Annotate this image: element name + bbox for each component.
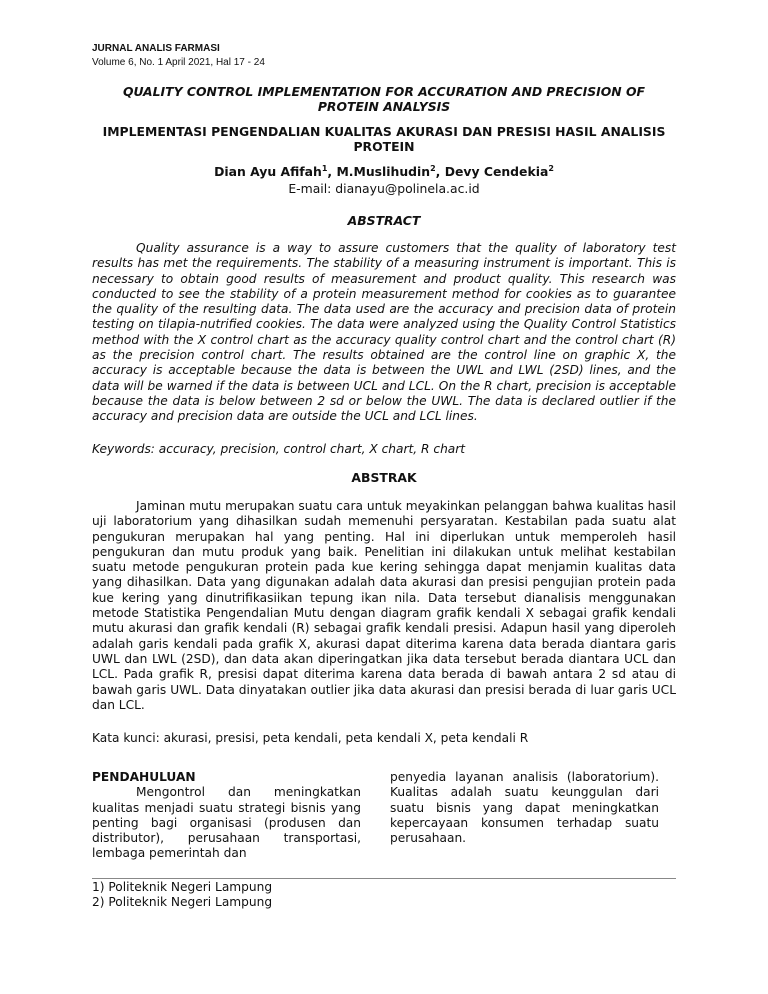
intro-paragraph-left: Mengontrol dan meningkatkan kualitas menjadi suatu strategi bisnis yang penting bagi organisasi (produsen dan distributor), perusahaan transportasi, lembaga pemerintah dan (92, 785, 361, 861)
keywords-english: Keywords: accuracy, precision, control chart, X chart, R chart (92, 442, 466, 456)
author-name: Devy Cendekia (444, 164, 549, 179)
footnotes (92, 880, 272, 911)
author-separator: , (327, 164, 337, 179)
title-english: QUALITY CONTROL IMPLEMENTATION FOR ACCURATION AND PRECISION OF PROTEIN ANALYSIS (123, 84, 645, 114)
footnote-divider (92, 878, 676, 879)
journal-header (92, 42, 265, 70)
journal-name: JURNAL ANALIS FARMASI (92, 43, 220, 54)
section-heading-introduction: PENDAHULUAN (92, 770, 196, 784)
author-name: M.Muslihudin (336, 164, 431, 179)
abstract-body-english: Quality assurance is a way to assure customers that the quality of laboratory test results has met the requirements. The stability of a measuring instrument is important. This is necessary to obtain good results of measurement and product quality. This research was conducted to see the stability of a protein measurement method for cookies as to guarantee the quality of the resulting data. The data used are the accuracy and precision data of protein testing on tilapia-nutrified cookies. The data were analyzed using the Quality Control Statistics method with the X control chart as the accuracy quality control chart and the control chart (R) as the precision control chart. The results obtained are the control line on graphic X, the accuracy is acceptable because the data is between the UWL and LWL (2SD) lines, and the data will be warned if the data is between UCL and LCL. On the R chart, precision is acceptable because the data is below between 2 sd or below the UWL. The data is declared outlier if the accuracy and precision data are outside the UCL and LCL lines. (92, 241, 676, 424)
abstract-heading-indonesian: ABSTRAK (351, 470, 417, 485)
author-affiliation-mark: 1 (321, 163, 328, 173)
journal-volume-info: Volume 6, No. 1 April 2021, Hal 17 - 24 (92, 57, 265, 68)
abstract-heading-english: ABSTRACT (347, 213, 421, 228)
author-affiliation-mark: 2 (430, 163, 436, 173)
footnote-item: 1) Politeknik Negeri Lampung (92, 880, 273, 894)
abstract-body-indonesian: Jaminan mutu merupakan suatu cara untuk meyakinkan pelanggan bahwa kualitas hasil uji laboratorium yang dihasilkan sudah memenuhi persyaratan. Kestabilan pada suatu alat pengukuran merupakan hal yang penting. Hal ini diperlukan untuk memperoleh hasil pengukuran dan mutu produk yang baik. Penelitian ini dilakukan untuk melihat kestabilan suatu metode pengukuran protein pada kue kering sehingga dapat menjamin kualitas data yang dihasilkan. Data yang digunakan adalah data akurasi dan presisi pengujian protein pada kue kering yang dinutrifikasiikan tepung ikan nila. Data tersebut dianalisis menggunakan metode Statistika Pengendalian Mutu dengan diagram grafik kendali X sebagai grafik kendali mutu akurasi dan grafik kendali (R) sebagai grafik kendali presisi. Adapun hasil yang diperoleh adalah garis kendali pada grafik X, akurasi dapat diterima karena data berada diantara garis UWL dan LWL (2SD), dan data akan diperingatkan jika data tersebut berada diantara UCL dan LCL. Pada grafik R, presisi dapat diterima karena data berada di bawah antara 2 sd atau di bawah garis UWL. Data dinyatakan outlier jika data akurasi dan presisi berada di luar garis UCL dan LCL. (92, 499, 676, 712)
author-separator: , (435, 164, 445, 179)
author-email: E-mail: dianayu@polinela.ac.id (288, 181, 480, 196)
author-affiliation-mark: 2 (548, 163, 554, 173)
keywords-indonesian: Kata kunci: akurasi, presisi, peta kendali, peta kendali X, peta kendali R (92, 731, 529, 745)
intro-paragraph-right: penyedia layanan analisis (laboratorium). Kualitas adalah suatu keunggulan dari suatu bisnis yang dapat meningkatkan kepercayaan konsumen terhadap suatu perusahaan. (390, 770, 659, 846)
footnote-item: 2) Politeknik Negeri Lampung (92, 895, 273, 910)
author-name: Dian Ayu Afifah (214, 164, 322, 179)
author-list (92, 164, 676, 179)
intro-column-left (92, 770, 361, 862)
title-indonesian: IMPLEMENTASI PENGENDALIAN KUALITAS AKURASI DAN PRESISI HASIL ANALISIS PROTEIN (102, 124, 666, 154)
intro-column-right (390, 770, 659, 846)
